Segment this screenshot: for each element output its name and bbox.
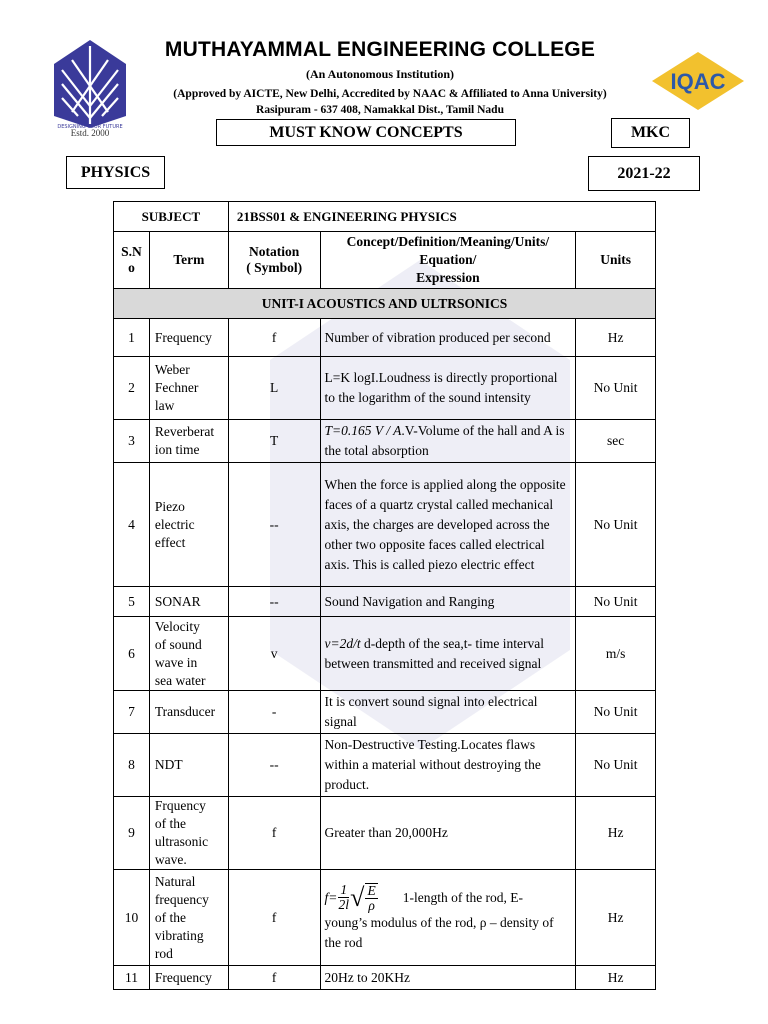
row-symbol: v [228,617,320,691]
table-row [114,691,656,734]
row-sno: 1 [114,319,150,357]
velocity-formula: v=2d/t [324,635,361,651]
row-symbol: f [228,797,320,870]
table-row [114,463,656,587]
autonomous-note: (An Autonomous Institution) [305,67,455,81]
row-symbol: -- [228,587,320,617]
formula-lhs: f= [324,889,338,905]
header-row [114,232,656,289]
row-symbol: f [228,319,320,357]
svg-text:Estd. 2000: Estd. 2000 [70,128,110,138]
col-header-notation: Notation ( Symbol) [228,232,320,289]
row-term: Natural frequency of the vibrating rod [149,870,228,966]
subject-value: 21BSS01 & ENGINEERING PHYSICS [228,202,655,232]
row-concept: L=K logI.Loudness is directly proportional to the logarithm of the sound intensity [320,357,576,420]
row-concept: Sound Navigation and Ranging [320,587,576,617]
table-row [114,587,656,617]
row-concept-after: 1-length of the rod, E- [402,889,524,905]
document-title: MUST KNOW CONCEPTS [216,119,516,146]
row-units: Hz [576,966,656,990]
row-symbol: -- [228,734,320,797]
row-sno: 2 [114,357,150,420]
natural-frequency-formula [325,883,572,913]
reverberation-formula: T=0.165 V / A [324,423,402,438]
iqac-logo [648,50,748,112]
table-row [114,870,656,966]
row-term: Frequency [149,966,228,990]
row-concept-text: young’s modulus of the rod, ρ – density of the rod [324,914,554,950]
row-concept: Number of vibration produced per second [320,319,576,357]
row-term: Reverberat ion time [149,420,228,463]
table-row [114,357,656,420]
approval-note: (Approved by AICTE, New Delhi, Accredited by NAAC & Affiliated to Anna University) [173,88,607,100]
college-logo [50,36,130,138]
table-row [114,797,656,870]
row-sno: 6 [114,617,150,691]
formula-fraction [338,883,349,912]
row-sno: 9 [114,797,150,870]
row-concept: It is convert sound signal into electrical signal [320,691,576,734]
row-sno: 8 [114,734,150,797]
row-concept [320,870,576,966]
subject-row [114,202,656,232]
row-symbol: f [228,870,320,966]
unit-title-row [114,289,656,319]
row-concept [320,617,576,691]
row-concept: 20Hz to 20KHz [320,966,576,990]
concepts-table [113,201,656,990]
row-units: sec [576,420,656,463]
formula-den: 2l [338,897,350,912]
svg-text:IQAC: IQAC [670,69,726,94]
row-concept [320,420,576,463]
academic-year: 2021-22 [588,156,700,191]
formula-rden: ρ [368,897,375,913]
row-sno: 5 [114,587,150,617]
row-units: No Unit [576,463,656,587]
table-row [114,966,656,990]
row-units: Hz [576,870,656,966]
formula-rnum: E [367,882,376,898]
row-term: Frequency [149,319,228,357]
col-header-term: Term [149,232,228,289]
college-address: Rasipuram - 637 408, Namakkal Dist., Tamil Nadu [256,104,504,116]
row-concept: Greater than 20,000Hz [320,797,576,870]
table-row [114,734,656,797]
document-abbr: MKC [611,118,690,148]
subject-label: SUBJECT [114,202,229,232]
row-term: Piezo electric effect [149,463,228,587]
row-units: No Unit [576,587,656,617]
row-units: No Unit [576,734,656,797]
formula-sqrt: √ $\frac{E}{\rho}$ [350,882,376,913]
row-sno: 7 [114,691,150,734]
row-units: Hz [576,797,656,870]
row-sno: 10 [114,870,150,966]
svg-text:DESIGNING YOUR FUTURE: DESIGNING YOUR FUTURE [57,124,123,130]
col-header-sno: S.N o [114,232,150,289]
row-sno: 4 [114,463,150,587]
table-row [114,617,656,691]
row-units: No Unit [576,357,656,420]
college-name: MUTHAYAMMAL ENGINEERING COLLEGE [164,38,596,61]
unit-title: UNIT-I ACOUSTICS AND ULTRSONICS [114,289,656,319]
row-sno: 11 [114,966,150,990]
subject-name: PHYSICS [66,156,165,189]
col-header-units: Units [576,232,656,289]
row-term: Velocity of sound wave in sea water [149,617,228,691]
row-symbol: T [228,420,320,463]
row-term: NDT [149,734,228,797]
row-concept-text: .V-Volume of the hall and A is the total absorption [324,423,565,458]
row-term: Frquency of the ultrasonic wave. [149,797,228,870]
row-sno: 3 [114,420,150,463]
row-symbol: - [228,691,320,734]
row-concept: When the force is applied along the opposite faces of a quartz crystal called mechanical axis, the charges are developed across the other two opposite faces called electrical axis. This is called piezo electric effect [320,463,576,587]
row-symbol: -- [228,463,320,587]
row-units: m/s [576,617,656,691]
row-symbol: L [228,357,320,420]
row-term: Transducer [149,691,228,734]
table-row [114,420,656,463]
row-term: Weber Fechner law [149,357,228,420]
row-symbol: f [228,966,320,990]
row-units: No Unit [576,691,656,734]
row-units: Hz [576,319,656,357]
row-term: SONAR [149,587,228,617]
col-header-concept: Concept/Definition/Meaning/Units/ Equation/ Expression [320,232,576,289]
table-row [114,319,656,357]
row-concept: Non-Destructive Testing.Locates flaws within a material without destroying the product. [320,734,576,797]
row-concept-text: d-depth of the sea,t- time interval between transmitted and received signal [324,635,544,671]
formula-num: 1 [340,882,348,897]
